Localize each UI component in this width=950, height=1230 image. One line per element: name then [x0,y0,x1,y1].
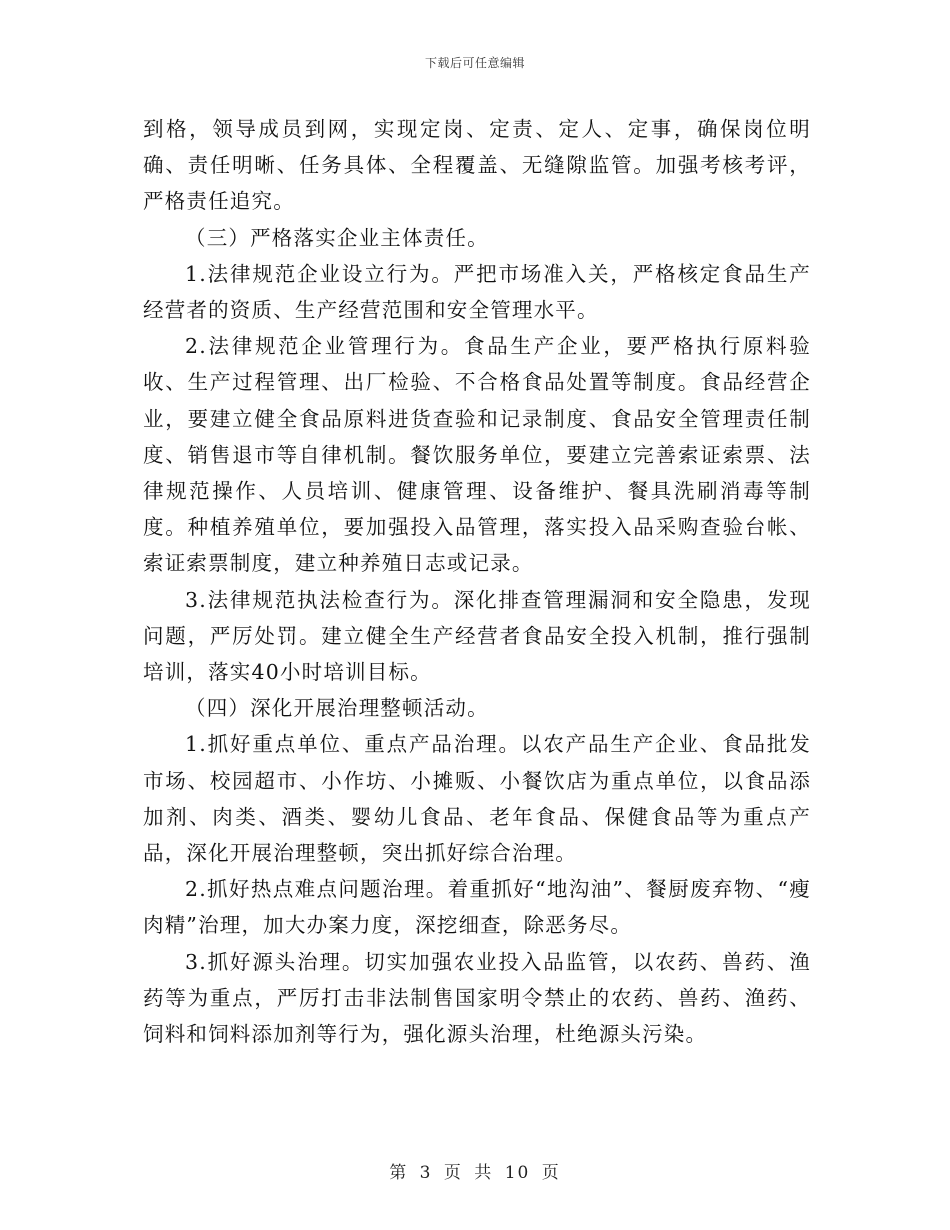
body-paragraph: 3.法律规范执法检查行为。深化排查管理漏洞和安全隐患，发现问题，严厉处罚。建立健全生产经营者食品安全投入机制，推行强制培训，落实40小时培训目标。 [143,587,811,685]
body-paragraph: 3.抓好源头治理。切实加强农业投入品监管，以农药、兽药、渔药等为重点，严厉打击非法制售国家明令禁止的农药、兽药、渔药、饲料和饲料添加剂等行为，强化源头治理，杜绝源头污染。 [143,949,811,1047]
document-body [143,111,811,1052]
body-paragraph-continuation: 到格，领导成员到网，实现定岗、定责、定人、定事，确保岗位明确、责任明晰、任务具体、全程覆盖、无缝隙监管。加强考核考评，严格责任追究。 [143,117,811,214]
body-paragraph: 1.抓好重点单位、重点产品治理。以农产品生产企业、食品批发市场、校园超市、小作坊、小摊贩、小餐饮店为重点单位，以食品添加剂、肉类、酒类、婴幼儿食品、老年食品、保健食品等为重点产品，深化开展治理整顿，突出抓好综合治理。 [143,732,811,866]
body-paragraph: 2.抓好热点难点问题治理。着重抓好“地沟油”、餐厨废弃物、“瘦肉精”治理，加大办案力度，深挖细查，除恶务尽。 [143,877,811,938]
section-heading-3: （三）严格落实企业主体责任。 [185,225,489,250]
body-paragraph: 2.法律规范企业管理行为。食品生产企业，要严格执行原料验收、生产过程管理、出厂检验、不合格食品处置等制度。食品经营企业，要建立健全食品原料进货查验和记录制度、食品安全管理责任制度、销售退市等自律机制。餐饮服务单位，要建立完善索证索票、法律规范操作、人员培训、健康管理、设备维护、餐具洗刷消毒等制度。种植养殖单位，要加强投入品管理，落实投入品采购查验台帐、索证索票制度，建立种养殖日志或记录。 [143,334,811,576]
page-number: 第 3 页 共 10 页 [389,1163,561,1183]
section-heading-4: （四）深化开展治理整顿活动。 [185,696,489,721]
header-note: 下载后可任意编辑 [424,56,525,70]
body-paragraph: 1.法律规范企业设立行为。严把市场准入关，严格核定食品生产经营者的资质、生产经营范围和安全管理水平。 [143,261,811,323]
